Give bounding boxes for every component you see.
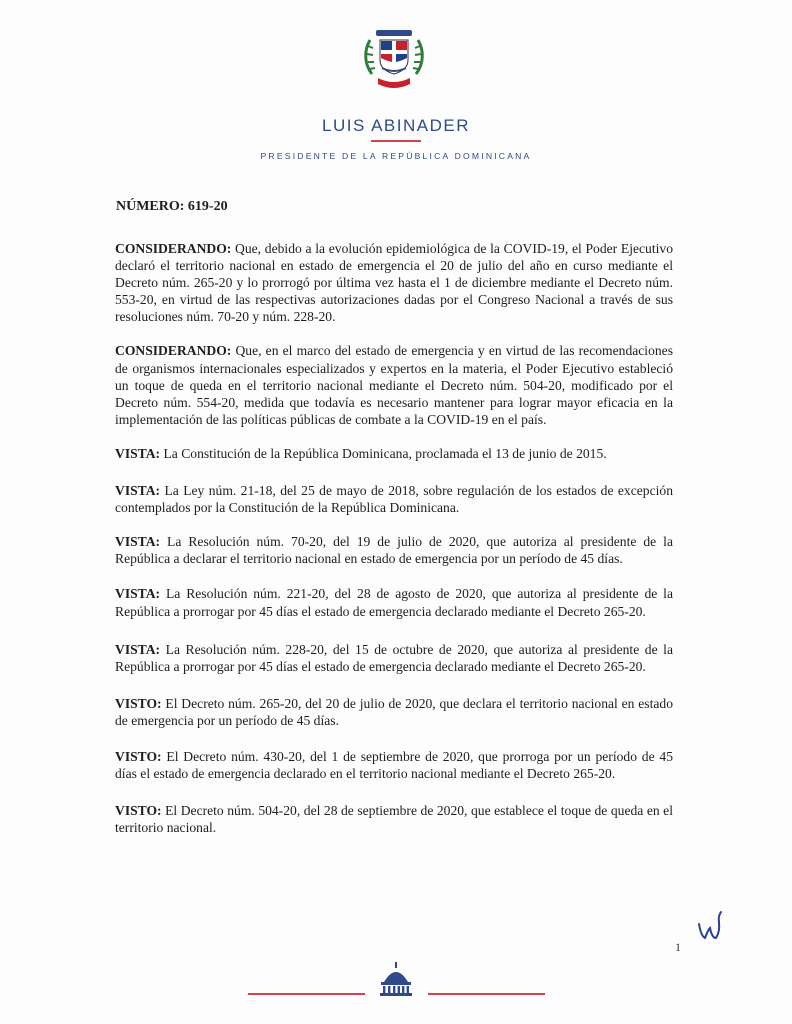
paragraph-vista-resolucion-221 (115, 585, 673, 619)
paragraph-visto-decreto-504 (115, 802, 673, 836)
national-palace-dome-icon (376, 962, 416, 996)
paragraph-vista-ley (115, 482, 673, 516)
paragraph-text: La Resolución núm. 70-20, del 19 de julio de 2020, que autoriza al presidente de la República a declarar el territorio nacional en estado de emergencia por un período de 45 días. (115, 534, 673, 567)
letterhead-divider (371, 140, 421, 142)
paragraph-lead: VISTA: (115, 534, 161, 550)
decree-number: NÚMERO: 619-20 (116, 199, 228, 214)
paragraph-text: El Decreto núm. 430-20, del 1 de septiembre de 2020, que prorroga por un período de 45 días el estado de emergencia declarado en el territorio nacional mediante el Decreto 265-20. (115, 748, 673, 782)
paragraph-lead: VISTA: (115, 483, 161, 499)
paragraph-text: La Resolución núm. 221-20, del 28 de agosto de 2020, que autoriza al presidente de la República a prorrogar por 45 días el estado de emergencia declarado mediante el Decreto 265-20. (115, 586, 673, 619)
paragraph-lead: CONSIDERANDO: (115, 343, 232, 359)
decree-body (115, 240, 673, 836)
paragraph-text: El Decreto núm. 504-20, del 28 de septiembre de 2020, que establece el toque de queda en el territorio nacional. (115, 803, 673, 836)
handwritten-initials (696, 910, 726, 942)
coat-of-arms-seal (360, 24, 428, 96)
paragraph-text: Que, en el marco del estado de emergencia y en virtud de las recomendaciones de organismos internacionales especializados y expertos en la materia, el Poder Ejecutivo estableció un toque de queda en el territorio nacional mediante el Decreto núm. 504-20, modificado por el Decreto núm. 554-20, medida que todavía es necesario mantener para lograr mayor eficacia en la implementación de las políticas públicas de combate a la COVID-19 en el país. (115, 343, 673, 427)
paragraph-text: El Decreto núm. 265-20, del 20 de julio de 2020, que declara el territorio nacional en estado de emergencia por un período de 45 días. (115, 695, 673, 728)
footer-rule-left (248, 993, 365, 995)
paragraph-lead: VISTO: (115, 803, 162, 819)
paragraph-vista-resolucion-228 (115, 641, 673, 675)
paragraph-text: La Constitución de la República Dominicana, proclamada el 13 de junio de 2015. (160, 445, 607, 461)
page-number: 1 (675, 940, 681, 954)
paragraph-considerando-1 (115, 240, 673, 325)
paragraph-lead: VISTA: (115, 641, 161, 657)
paragraph-text: La Resolución núm. 228-20, del 15 de octubre de 2020, que autoriza al presidente de la República a prorrogar por 45 días el estado de emergencia declarado mediante el Decreto 265-20. (115, 641, 673, 674)
paragraph-lead: VISTA: (115, 586, 161, 602)
footer-rule-right (428, 993, 545, 995)
paragraph-lead: VISTO: (115, 748, 162, 764)
paragraph-lead: CONSIDERANDO: (115, 241, 232, 256)
paragraph-lead: VISTA: (115, 445, 161, 461)
paragraph-text: Que, debido a la evolución epidemiológica de la COVID-19, el Poder Ejecutivo declaró el territorio nacional en estado de emergencia el 20 de julio del año en curso mediante el Decreto núm. 265-20 y lo prorrogó por última vez hasta el 1 de diciembre mediante el Decreto núm. 553-20, en virtud de las respectivas autorizaciones dadas por el Congreso Nacional a través de sus resoluciones núm. 70-20 y núm. 228-20. (115, 241, 673, 325)
paragraph-vista-constitucion (115, 445, 673, 462)
letterhead-title: PRESIDENTE DE LA REPÚBLICA DOMINICANA (260, 151, 532, 161)
paragraph-visto-decreto-265 (115, 695, 673, 729)
letterhead-name: LUIS ABINADER (322, 116, 470, 135)
paragraph-text: La Ley núm. 21-18, del 25 de mayo de 2018, sobre regulación de los estados de excepción contemplados por la Constitución de la República Dominicana. (115, 483, 673, 516)
paragraph-considerando-2 (115, 342, 673, 427)
paragraph-vista-resolucion-70 (115, 533, 673, 567)
paragraph-visto-decreto-430 (115, 748, 673, 782)
paragraph-lead: VISTO: (115, 695, 162, 711)
